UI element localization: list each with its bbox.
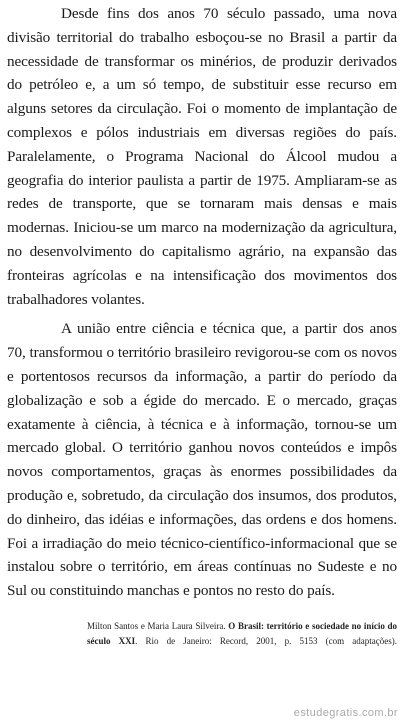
- citation-title: O Brasil: território e sociedade no início do século XXI: [87, 620, 398, 646]
- source-citation: [87, 619, 397, 649]
- paragraph-2: A união entre ciência e técnica que, a partir dos anos 70, transformou o território brasileiro revigorou-se com os novos e portentosos recursos da informação, a partir do período da globalização e sob a égide do mercado. E o mercado, graças exatamente à ciência, à técnica e à informação, tornou-se um mercado global. O território ganhou novos conteúdos e impôs novos comportamentos, graças às enormes possibilidades da produção e, sobretudo, da circulação dos insumos, dos produtos, do dinheiro, das idéias e informações, das ordens e dos homens. Foi a irradiação do meio técnico-científico-informacional que se instalou sobre o território, em áreas contínuas no Sudeste e no Sul ou constituindo manchas e pontos no resto do país.: [7, 320, 397, 600]
- citation-details: . Rio de Janeiro: Record, 2001, p. 5153 (com adaptações).: [135, 635, 398, 646]
- document-page: [7, 0, 397, 649]
- citation-authors: Milton Santos e Maria Laura Silveira.: [87, 620, 226, 631]
- site-watermark: estudegratis.com.br: [293, 707, 398, 719]
- paragraph-1: Desde fins dos anos 70 século passado, uma nova divisão territorial do trabalho esboçou-se no Brasil a partir da necessidade de transformar os minérios, de produzir derivados do petróleo e, a um só tempo, de substituir esse recurso em alguns setores da circulação. Foi o momento de implantação de complexos e pólos industriais em diversas regiões do país. Paralelamente, o Programa Nacional do Álcool mudou a geografia do interior paulista a partir de 1975. Ampliaram-se as redes de transporte, que se tornaram mais densas e mais modernas. Iniciou-se um marco na modernização da agricultura, no desenvolvimento do capitalismo agrário, na expansão das fronteiras agrícolas e na intensificação dos movimentos dos trabalhadores volantes.: [7, 5, 397, 308]
